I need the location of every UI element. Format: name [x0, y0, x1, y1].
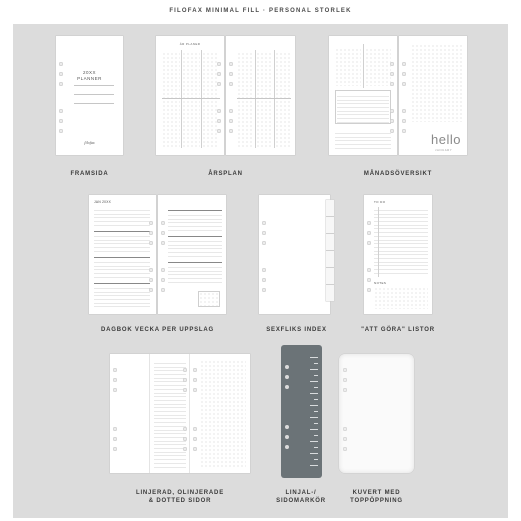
ring-holes [262, 195, 266, 314]
label-arsplan: ÅRSPLAN [208, 171, 243, 177]
label-manadsoversikt: MÅNADSÖVERSIKT [363, 171, 433, 177]
label-att-gora: "ATT GÖRA" LISTOR [361, 327, 435, 333]
label-linjal-2: SIDOMARKÖR [276, 498, 326, 504]
weekly-right [158, 195, 226, 314]
todo-title: TO DO [374, 200, 386, 204]
weekly-left [89, 195, 156, 314]
hello-text: hello [431, 132, 461, 147]
lined-middle [150, 354, 190, 473]
year-plan-left [156, 36, 224, 155]
label-framsida: FRAMSIDA [70, 171, 109, 177]
brand-logo: filofax [84, 140, 95, 145]
todo-page [364, 195, 432, 314]
label-linjerad-2: & DOTTED SIDOR [148, 498, 212, 504]
ring-holes [183, 354, 187, 473]
todo-notes: NOTES [374, 281, 387, 285]
monthly-right [399, 36, 467, 155]
lined-left [110, 354, 150, 473]
ring-holes [217, 36, 221, 155]
ring-holes [161, 195, 165, 314]
ring-holes [229, 36, 233, 155]
weekly-date: JAN 20XX [94, 200, 112, 204]
year-plan-right [226, 36, 295, 155]
ruler-marker [281, 345, 322, 478]
cover-page [56, 36, 123, 155]
month-text: JANUARY [435, 148, 453, 152]
label-linjal-1: LINJAL-/ [285, 490, 317, 496]
ring-holes [149, 195, 153, 314]
ring-holes [113, 354, 117, 473]
page-title: FILOFAX MINIMAL FILL · PERSONAL STORLEK [169, 8, 352, 14]
label-kuvert-2: TOPPÖPPNING [350, 498, 403, 504]
cover-subtitle: PLANNER [77, 76, 102, 81]
index-tabs [326, 200, 334, 216]
label-sexfliks: SEXFLIKS INDEX [266, 327, 327, 333]
envelope [339, 354, 414, 473]
ring-holes [402, 36, 406, 155]
dotted-right [190, 354, 250, 473]
cover-year: 20XX [82, 70, 96, 75]
ring-holes [193, 354, 197, 473]
ring-holes [390, 36, 394, 155]
label-kuvert-1: KUVERT MED [352, 490, 401, 496]
year-plan-title: ÅR PLANER [179, 42, 201, 46]
label-linjerad-1: LINJERAD, OLINJERADE [135, 490, 224, 496]
monthly-left [329, 36, 397, 155]
ring-holes [59, 36, 63, 155]
label-dagbok: DAGBOK VECKA PER UPPSLAG [101, 327, 214, 333]
index-page [259, 195, 330, 314]
ring-holes [367, 195, 371, 314]
